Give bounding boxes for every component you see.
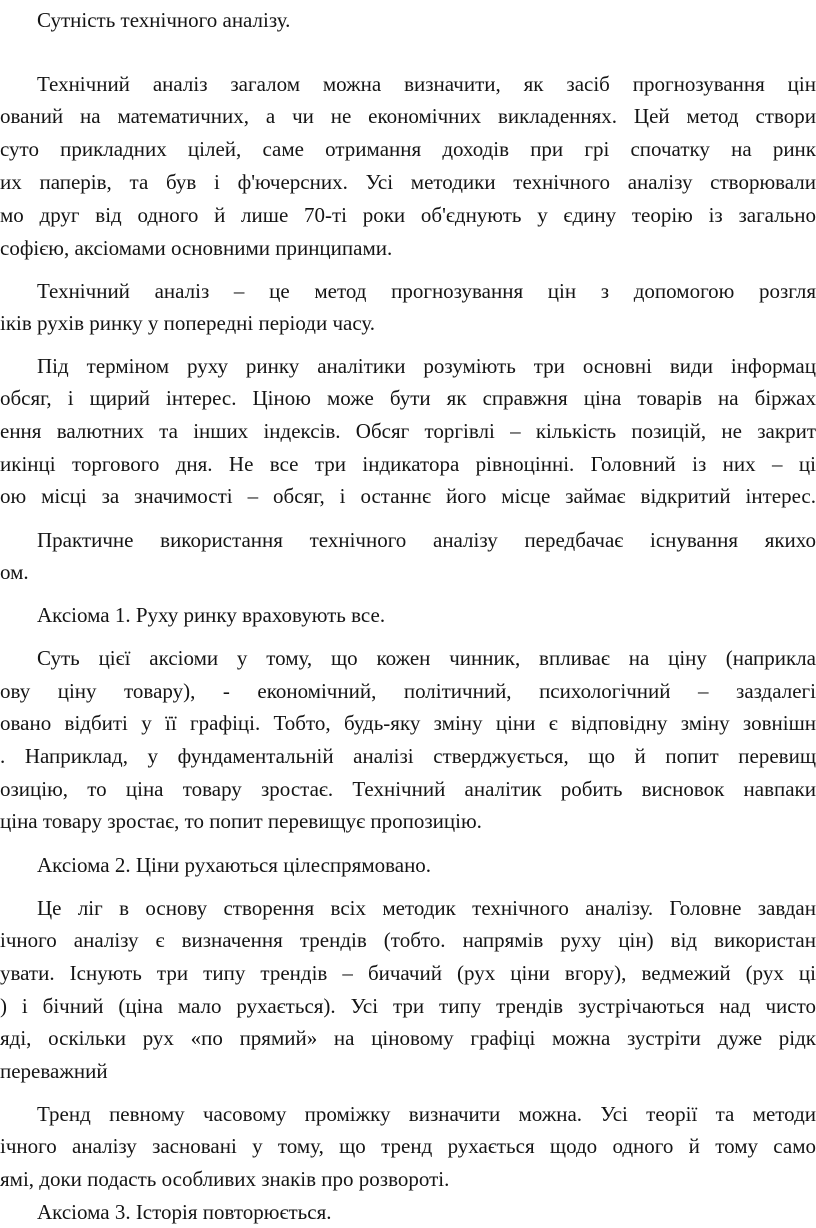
paragraph-line: Практичне використання технічного аналізу передбачає існування якихо <box>37 528 816 552</box>
paragraph-line: переважний <box>0 1059 108 1083</box>
document-title: Сутність технічного аналізу. <box>37 8 291 32</box>
paragraph-line: ою місці за значимості – обсяг, і останнє його місце займає відкритий інтерес. <box>0 484 816 508</box>
paragraph-line: ом. <box>0 560 29 584</box>
paragraph-line: ову ціну товару), - економічний, політичний, психологічний – заздалегі <box>0 679 816 703</box>
paragraph-line: Під терміном руху ринку аналітики розуміють три основні види інформац <box>37 354 816 378</box>
paragraph-line: ований на математичних, а чи не економічних викладеннях. Цей метод створи <box>0 104 816 128</box>
axiom-heading: Аксіома 3. Історія повторюється. <box>37 1200 332 1224</box>
paragraph-line: Технічний аналіз – це метод прогнозування цін з допомогою розгля <box>37 279 816 303</box>
paragraph-line: Це ліг в основу створення всіх методик технічного аналізу. Головне завдан <box>37 896 816 920</box>
axiom-heading: Аксіома 2. Ціни рухаються цілеспрямовано. <box>37 853 432 877</box>
paragraph-line: Суть цієї аксіоми у тому, що кожен чинник, впливає на ціну (наприкла <box>37 646 816 670</box>
paragraph-line: овано відбиті у її графіці. Тобто, будь-яку зміну ціни є відповідну зміну зовнішн <box>0 711 816 735</box>
paragraph-line: озицію, то ціна товару зростає. Технічний аналітик робить висновок навпаки <box>0 777 816 801</box>
paragraph-line: ічного аналізу засновані у тому, що тренд рухається щодо одного й тому само <box>0 1134 816 1158</box>
paragraph-line: Тренд певному часовому проміжку визначити можна. Усі теорії та методи <box>37 1102 816 1126</box>
paragraph-line: ення валютних та інших індексів. Обсяг торгівлі – кількість позицій, не закрит <box>0 419 816 443</box>
paragraph-line: их паперів, та був і ф'ючерсних. Усі методики технічного аналізу створювали <box>0 170 816 194</box>
paragraph-line: увати. Існують три типу трендів – бичачий (рух ціни вгору), ведмежий (рух ці <box>0 961 816 985</box>
paragraph-line: суто прикладних цілей, саме отримання доходів при грі спочатку на ринк <box>0 137 816 161</box>
paragraph-line: икінці торгового дня. Не все три індикатора рівноцінні. Головний із них – ці <box>0 452 816 476</box>
paragraph-line: обсяг, і щирий інтерес. Ціною може бути як справжня ціна товарів на біржах <box>0 386 816 410</box>
paragraph-line: ічного аналізу є визначення трендів (тобто. напрямів руху цін) від використан <box>0 928 816 952</box>
paragraph-line: ціна товару зростає, то попит перевищує пропозицію. <box>0 809 482 833</box>
paragraph-line: Технічний аналіз загалом можна визначити, як засіб прогнозування цін <box>37 72 816 96</box>
paragraph-line: ямі, доки подасть особливих знаків про розвороті. <box>0 1167 450 1191</box>
paragraph-line: яді, оскільки рух «по прямий» на ціновому графіці можна зустріти дуже рідк <box>0 1026 816 1050</box>
paragraph-line: мо друг від одного й лише 70-ті роки об'єднують у єдину теорію із загально <box>0 203 816 227</box>
paragraph-line: іків рухів ринку у попередні періоди часу. <box>0 311 376 335</box>
paragraph-line: софією, аксіомами основними принципами. <box>0 236 393 260</box>
axiom-heading: Аксіома 1. Руху ринку враховують все. <box>37 603 386 627</box>
paragraph-line: . Наприклад, у фундаментальній аналізі стверджується, що й попит перевищ <box>0 744 816 768</box>
paragraph-line: ) і бічний (ціна мало рухається). Усі три типу трендів зустрічаються над чисто <box>0 994 816 1018</box>
